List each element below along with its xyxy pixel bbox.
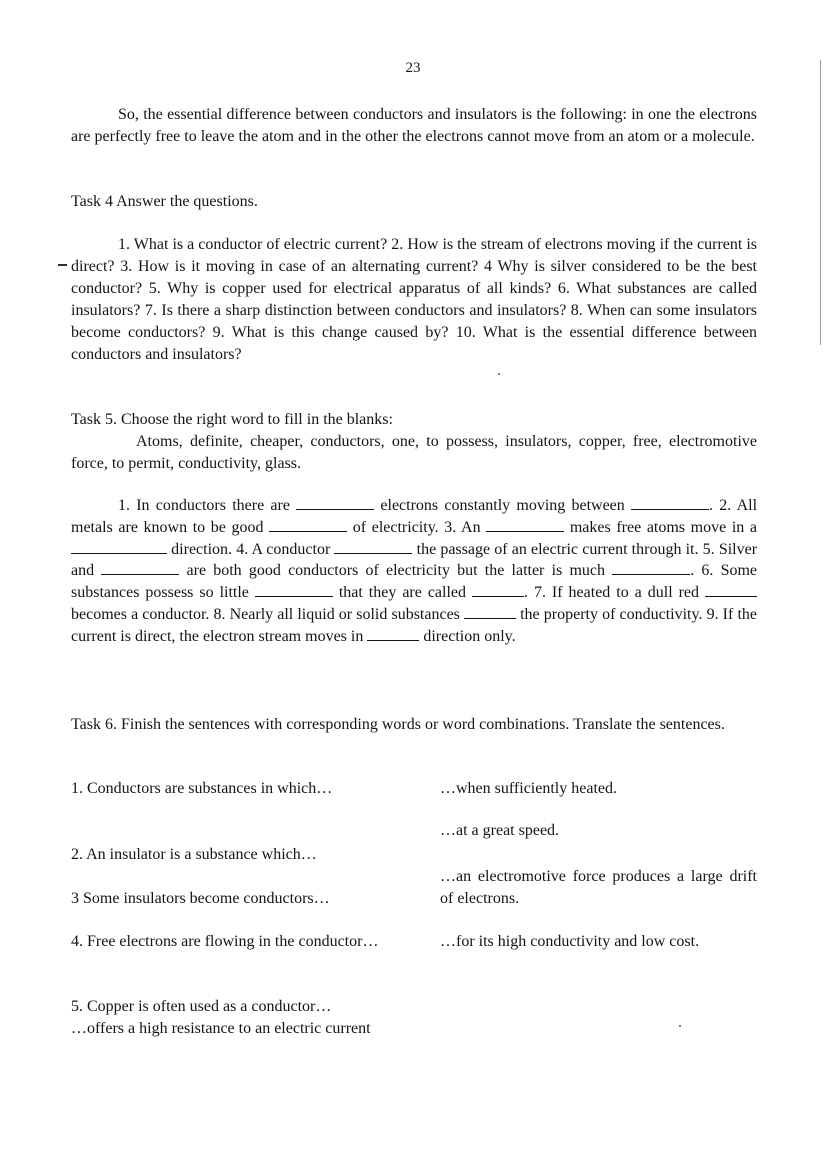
fill-blank[interactable] xyxy=(705,582,757,597)
fill-blank[interactable] xyxy=(334,539,412,554)
task6-right-item-1: …when sufficiently heated. xyxy=(440,780,617,797)
sentence-fragment: electrons constantly moving between xyxy=(380,497,625,514)
fill-blank[interactable] xyxy=(367,626,419,641)
intro-paragraph: So, the essential difference between conductors and insulators is the following: in one the electrons are perfectly free to leave the atom and in the other the electrons cannot move from an atom or a molecule. xyxy=(71,106,757,145)
task6-left-item-4: 4. Free electrons are flowing in the conductor… xyxy=(71,933,379,950)
sentence-fragment: that they are called xyxy=(338,584,467,602)
fill-blank[interactable] xyxy=(71,539,167,554)
task6-right-item-2: …at a great speed. xyxy=(440,822,560,839)
task6-left-item-3: 3 Some insulators become conductors… xyxy=(71,890,330,907)
sentence-fragment: . 2. All metals are known to be good xyxy=(71,497,758,536)
sentence-fragment: the property of conductivity. 9. If the current is direct, the electron stream moves in xyxy=(71,605,757,645)
sentence-fragment: 1. In conductors there are xyxy=(118,497,290,514)
fill-blank[interactable] xyxy=(296,495,374,510)
task6-left-item-1: 1. Conductors are substances in which… xyxy=(71,780,333,797)
task4-questions: 1. What is a conductor of electric current? 2. How is the stream of electrons moving if the current is direct? 3. How is it moving in case of an alternating current? 4 Why is silver considered to be the best conductor? 5. Why is copper used for electrical apparatus of all kinds? 6. What substances are called insulators? 7. Is there a sharp distinction between conductors and insulators? 8. When can some insulators become conductors? 9. What is this change caused by? 10. What is the essential difference between conductors and insulators? xyxy=(71,236,757,363)
fill-blank[interactable] xyxy=(486,517,564,532)
task4-heading: Task 4 Answer the questions. xyxy=(71,193,258,210)
sentence-fragment: . 7. If heated to a dull red xyxy=(523,584,700,602)
scan-speck xyxy=(679,1025,681,1027)
fill-blank[interactable] xyxy=(255,582,333,597)
scan-speck xyxy=(498,373,500,375)
sentence-fragment: direction only. xyxy=(423,627,516,645)
task5-word-bank: Atoms, definite, cheaper, conductors, one, to possess, insulators, copper, free, electromotive force, to permit, conductivity, glass. xyxy=(71,433,757,472)
fill-blank[interactable] xyxy=(612,560,690,575)
scan-edge-line xyxy=(820,60,821,345)
fill-blank[interactable] xyxy=(631,495,709,510)
task6-heading: Task 6. Finish the sentences with corresponding words or word combinations. Translate the sentences. xyxy=(71,716,725,733)
sentence-fragment: of electricity. 3. An xyxy=(352,518,481,536)
task6-left-item-2: 2. An insulator is a substance which… xyxy=(71,846,317,863)
sentence-fragment: the passage of an electric current through it. 5. Silver and xyxy=(71,540,758,580)
task5-heading: Task 5. Choose the right word to fill in the blanks: xyxy=(71,411,393,428)
sentence-fragment: becomes a conductor. 8. Nearly all liquid or solid substances xyxy=(71,605,460,623)
task6-right-item-3: …an electromotive force produces a large drift of electrons. xyxy=(440,868,757,907)
fill-blank[interactable] xyxy=(472,582,524,597)
fill-blank[interactable] xyxy=(101,560,179,575)
task6-right-item-4: …for its high conductivity and low cost. xyxy=(440,933,700,950)
fill-blank[interactable] xyxy=(269,517,347,532)
sentence-fragment: direction. 4. A conductor xyxy=(171,540,331,558)
sentence-fragment: are both good conductors of electricity but the latter is much xyxy=(186,562,605,580)
task6-left-item-5: 5. Copper is often used as a conductor… …offers a high resistance to an electric current xyxy=(71,998,371,1037)
fill-blank[interactable] xyxy=(464,604,516,619)
sentence-fragment: . 6. Some substances possess so little xyxy=(71,562,758,602)
page-number: 23 xyxy=(405,60,421,76)
sentence-fragment: makes free atoms move in a xyxy=(569,518,757,536)
margin-pen-mark xyxy=(58,264,67,266)
task5-fill-in-sentences xyxy=(71,495,757,648)
